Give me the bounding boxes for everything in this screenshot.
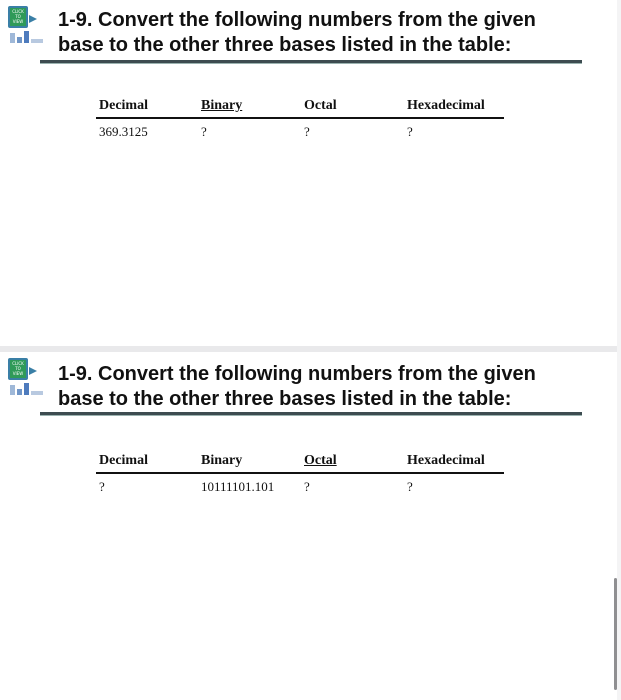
- svg-text:TO: TO: [15, 366, 21, 371]
- cell-decimal: 369.3125: [99, 124, 148, 139]
- conversion-table: [96, 98, 504, 148]
- title-divider: [40, 60, 582, 63]
- title-line-2: base to the other three bases listed in the table:: [58, 388, 512, 410]
- header-decimal: Decimal: [99, 453, 148, 468]
- cell-octal: ?: [304, 124, 310, 139]
- header-octal: Octal: [304, 453, 337, 468]
- slide-2: [0, 352, 617, 700]
- cell-binary: 10111101.101: [201, 479, 275, 494]
- svg-text:VIEW: VIEW: [12, 19, 24, 24]
- header-binary: Binary: [201, 98, 243, 113]
- title-line-2: base to the other three bases listed in the table:: [58, 34, 512, 56]
- header-rule: [96, 472, 504, 474]
- click-to-view-logo-icon[interactable]: [7, 5, 47, 49]
- header-rule: [96, 117, 504, 119]
- cell-hexadecimal: ?: [407, 479, 413, 494]
- svg-text:CLICK: CLICK: [12, 361, 24, 366]
- title-line-1: 1-9. Convert the following numbers from the given: [58, 363, 536, 385]
- conversion-table: [96, 453, 504, 503]
- header-decimal: Decimal: [99, 98, 148, 113]
- page-edge: [617, 0, 621, 700]
- title-divider: [40, 412, 582, 415]
- cell-hexadecimal: ?: [407, 124, 413, 139]
- vertical-scrollbar[interactable]: [614, 578, 617, 690]
- svg-text:CLICK: CLICK: [12, 9, 24, 14]
- title-line-1: 1-9. Convert the following numbers from the given: [58, 9, 536, 31]
- header-octal: Octal: [304, 98, 337, 113]
- slide-1: [0, 0, 617, 346]
- cell-binary: ?: [201, 124, 207, 139]
- svg-text:TO: TO: [15, 14, 21, 19]
- svg-text:VIEW: VIEW: [12, 371, 24, 376]
- click-to-view-logo-icon[interactable]: [7, 357, 47, 401]
- header-hexadecimal: Hexadecimal: [407, 98, 485, 113]
- cell-decimal: ?: [99, 479, 105, 494]
- slide-title: [58, 362, 598, 412]
- header-hexadecimal: Hexadecimal: [407, 453, 485, 468]
- header-binary: Binary: [201, 453, 243, 468]
- cell-octal: ?: [304, 479, 310, 494]
- slide-title: [58, 8, 598, 58]
